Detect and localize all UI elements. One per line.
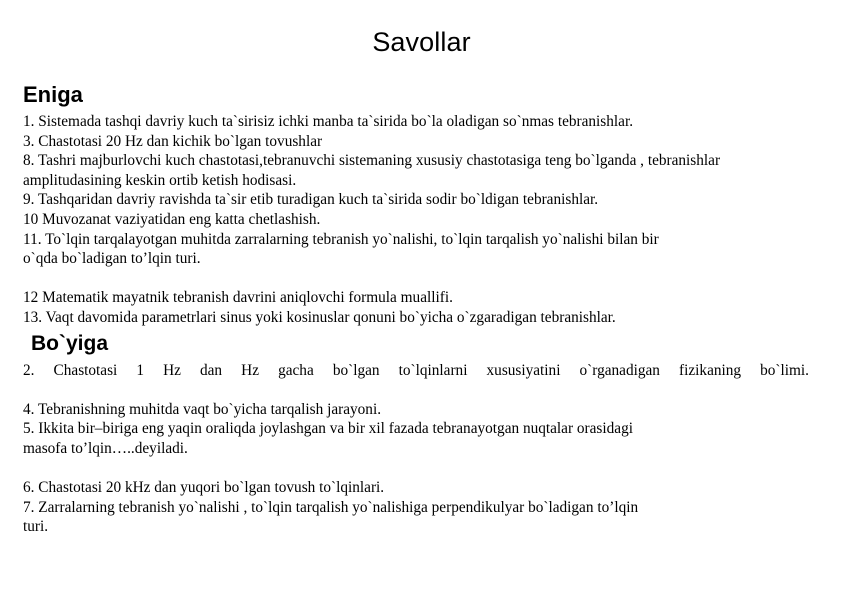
list-item (23, 498, 809, 557)
list-item: 3. Chastotasi 20 Hz dan kichik bo`lgan tovushlar (23, 132, 323, 150)
list-item: 1. Sistemada tashqi davriy kuch ta`sirisiz ichki manba ta`sirida bo`la oladigan so`nmas tebranishlar. (23, 113, 634, 130)
list-item: 6. Chastotasi 20 kHz dan yuqori bo`lgan tovush to`lqinlari. (23, 479, 385, 497)
question-list-boyiga (23, 361, 809, 557)
list-item-tail: o`qda bo`ladigan to’lqin turi. (23, 250, 201, 268)
list-item-line: 7. Zarralarning tebranish yo`nalishi , to`lqin tarqalish yo`nalishiga perpendikulyar bo`ladigan to’lqin (23, 498, 639, 516)
list-item: 13. Vaqt davomida parametrlari sinus yoki kosinuslar qonuni bo`yicha o`zgaradigan tebranishlar. (23, 308, 616, 326)
section-heading-boyiga: Bo`yiga (31, 331, 109, 355)
section-boyiga (23, 331, 809, 557)
list-item: 2. Chastotasi 1 Hz dan Hz gacha bo`lgan to`lqinlarni xususiyatini o`rganadigan fizikaning bo`limi. (23, 361, 809, 379)
question-list-eniga (23, 112, 809, 328)
list-item-line: 5. Ikkita bir–biriga eng yaqin oraliqda joylashgan va bir xil fazada tebranayotgan nuqtalar orasidagi (23, 420, 633, 438)
section-eniga (23, 82, 809, 328)
list-item: 4. Tebranishning muhitda vaqt bo`yicha tarqalish jarayoni. (23, 400, 382, 418)
list-item-tail: masofa to’lqin…..deyiladi. (23, 439, 188, 457)
list-item-tail: turi. (23, 518, 49, 536)
list-item: 9. Tashqaridan davriy ravishda ta`sir etib turadigan kuch ta`sirida sodir bo`ldigan tebranishlar. (23, 191, 599, 209)
page-title: Savollar (372, 27, 471, 57)
list-item-line: 11. To`lqin tarqalayotgan muhitda zarralarning tebranish yo`nalishi, to`lqin tarqalish yo`nalishi bilan bir (23, 230, 659, 248)
list-item (23, 419, 809, 478)
list-item: 10 Muvozanat vaziyatidan eng katta chetlashish. (23, 210, 321, 228)
section-heading-eniga: Eniga (23, 82, 83, 107)
list-item: 8. Tashri majburlovchi kuch chastotasi,tebranuvchi sistemaning xususiy chastotasiga teng bo`lganda , tebranishlar amplitudasining keskin ortib ketish hodisasi. (23, 152, 721, 189)
document-content (23, 82, 809, 556)
list-item: 12 Matematik mayatnik tebranish davrini aniqlovchi formula muallifi. (23, 289, 453, 307)
list-item (23, 230, 809, 289)
